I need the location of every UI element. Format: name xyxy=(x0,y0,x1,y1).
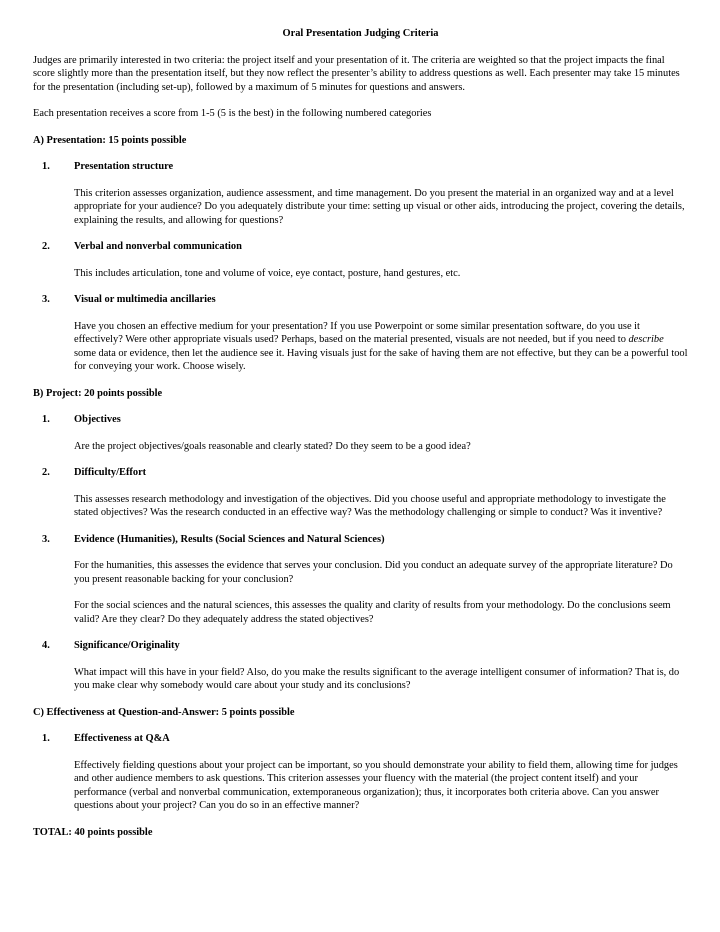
criterion-title: Difficulty/Effort xyxy=(74,467,147,478)
criterion-title: Significance/Originality xyxy=(74,640,180,651)
criterion-number: 1. xyxy=(42,414,50,425)
criterion-title: Effectiveness at Q&A xyxy=(74,733,170,744)
criterion-heading xyxy=(33,413,688,427)
criterion-heading xyxy=(33,533,688,547)
description-text: some data or evidence, then let the audience see it. Having visuals just for the sake of having them are not effective, but they can be a powerful tool for conveying your work. Choose wisely. xyxy=(74,347,688,372)
criterion-title: Objectives xyxy=(74,414,121,425)
criterion-heading xyxy=(33,240,688,254)
intro-paragraph: Judges are primarily interested in two criteria: the project itself and your presentation of it. The criteria are weighted so that the project impacts the final score slightly more than the presentation itself, but they now reflect the presenter’s ability to address questions as well. Each presenter may take 15 minutes for the presentation (including set-up), followed by a maximum of 5 minutes for questions and answers. xyxy=(33,54,680,93)
criterion-description xyxy=(33,320,688,374)
scoring-note: Each presentation receives a score from 1-5 (5 is the best) in the following numbered categories xyxy=(33,108,432,119)
section-heading-project: B) Project: 20 points possible xyxy=(33,387,163,399)
criterion-description: This assesses research methodology and investigation of the objectives. Did you choose useful and appropriate methodology to investigate the stated objectives? Was the research conducted in an effective way? Was the methodology challenging or simple to conduct? Was it inventive? xyxy=(74,493,666,518)
criterion-description: This includes articulation, tone and volume of voice, eye contact, posture, hand gestures, etc. xyxy=(74,267,461,279)
emphasized-word: describe xyxy=(628,334,664,345)
criterion-number: 2. xyxy=(42,467,50,478)
criterion-number: 4. xyxy=(42,640,50,651)
criterion-number: 2. xyxy=(42,241,50,252)
criterion-description: For the social sciences and the natural sciences, this assesses the quality and clarity of results from your methodology. Do the conclusions seem valid? Are they clear? Do they adequately address the stated objectives? xyxy=(74,600,671,625)
criterion-number: 3. xyxy=(42,294,50,305)
criterion-description: What impact will this have in your field? Also, do you make the results significant to the average intelligent consumer of information? That is, do you make clear why somebody would care about your study and its conclusions? xyxy=(74,666,680,691)
criterion-description: Effectively fielding questions about your project can be important, so you should demonstrate your ability to field them, allowing time for judges and other audience members to ask questions. This criterion assesses your fluency with the material (the project content itself) and your performance (verbal and nonverbal communication, extemporaneous organization); thus, it incorporates both criteria above. Can you answer questions about your project? Can you do so in an effective manner? xyxy=(74,759,678,811)
total-points: TOTAL: 40 points possible xyxy=(33,826,153,838)
section-heading-qa: C) Effectiveness at Question-and-Answer: 5 points possible xyxy=(33,706,295,718)
description-text: Have you chosen an effective medium for your presentation? If you use Powerpoint or some similar presentation software, do you use it effectively? Were other appropriate visuals used? Perhaps, based on the material presented, visuals are not needed, but if you need to xyxy=(74,320,640,345)
criterion-heading xyxy=(33,160,688,174)
criterion-heading xyxy=(33,293,688,307)
document-title: Oral Presentation Judging Criteria xyxy=(282,28,439,39)
criterion-title: Visual or multimedia ancillaries xyxy=(74,294,216,305)
criterion-number: 1. xyxy=(42,733,50,744)
criterion-title: Verbal and nonverbal communication xyxy=(74,241,242,252)
criterion-heading xyxy=(33,732,688,746)
document-page xyxy=(33,27,688,839)
criterion-description: This criterion assesses organization, audience assessment, and time management. Do you present the material in an organized way and at a level appropriate for your audience? Do you adequately distribute your time: setting up visual or other aids, introducing the project, covering the details, explaining the results, and allowing for questions? xyxy=(74,187,685,226)
criterion-number: 1. xyxy=(42,161,50,172)
criterion-description: For the humanities, this assesses the evidence that serves your conclusion. Did you conduct an adequate survey of the appropriate literature? Do you present reasonable backing for your conclusion? xyxy=(74,560,673,585)
criterion-description: Are the project objectives/goals reasonable and clearly stated? Do they seem to be a good idea? xyxy=(74,440,471,452)
criterion-title: Presentation structure xyxy=(74,161,174,172)
section-heading-presentation: A) Presentation: 15 points possible xyxy=(33,134,187,146)
criterion-title: Evidence (Humanities), Results (Social Sciences and Natural Sciences) xyxy=(74,533,385,545)
criterion-heading xyxy=(33,466,688,480)
criterion-heading xyxy=(33,639,688,653)
criterion-number: 3. xyxy=(42,533,50,545)
